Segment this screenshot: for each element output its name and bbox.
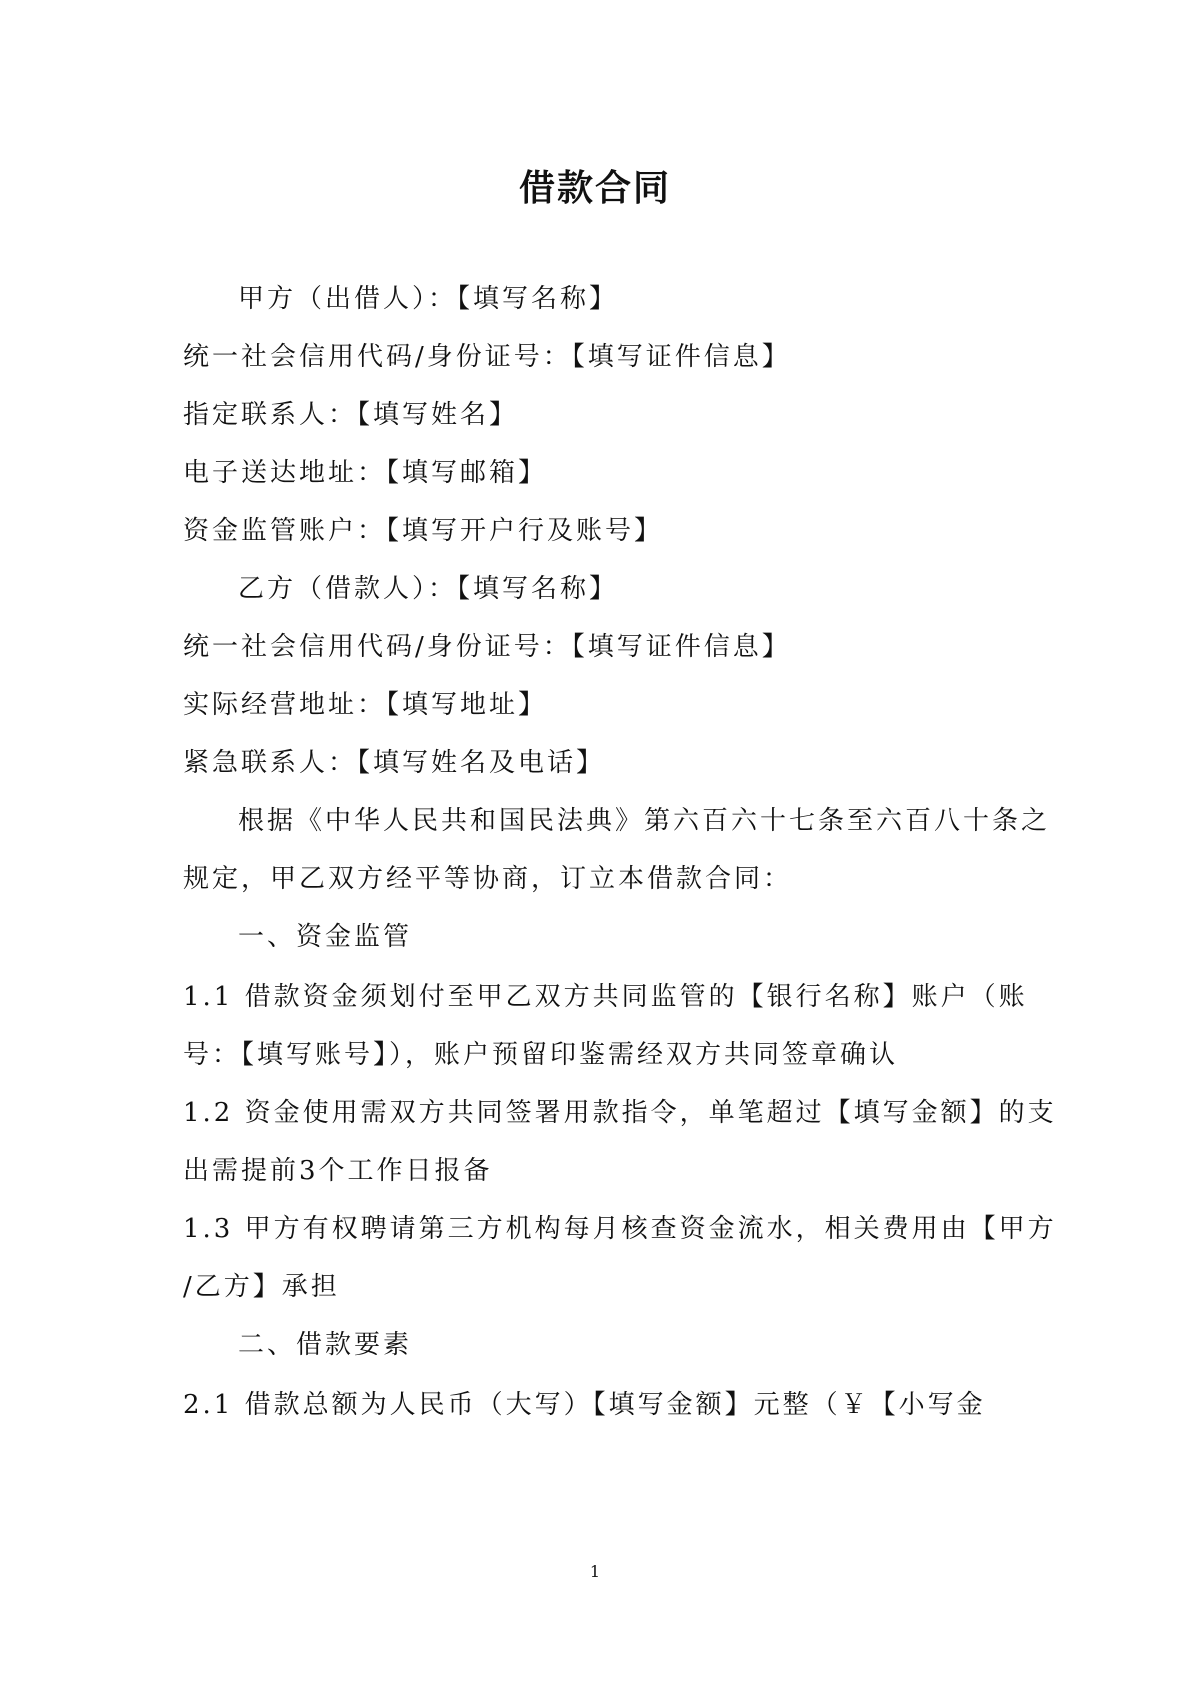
clause-1-2-line-2: 出需提前3个工作日报备 — [183, 1156, 493, 1186]
page-number: 1 — [589, 1562, 601, 1581]
clause-1-3-line-1: 1.3 甲方有权聘请第三方机构每月核查资金流水，相关费用由【甲方 — [183, 1214, 1057, 1244]
preamble-line-1: 根据《中华人民共和国民法典》第六百六十七条至六百八十条之 — [238, 806, 1051, 836]
clause-2-1-line-1: 2.1 借款总额为人民币（大写）【填写金额】元整（￥【小写金 — [183, 1390, 986, 1420]
document-title: 借款合同 — [518, 167, 671, 209]
section-1-heading: 一、资金监管 — [238, 922, 413, 952]
party-b-name: 乙方（借款人）：【填写名称】 — [238, 574, 619, 604]
clause-1-3-line-2: /乙方】承担 — [183, 1272, 340, 1302]
party-b-emergency-contact: 紧急联系人：【填写姓名及电话】 — [183, 748, 606, 778]
party-b-id: 统一社会信用代码/身份证号：【填写证件信息】 — [183, 632, 791, 662]
party-a-email: 电子送达地址：【填写邮箱】 — [183, 458, 548, 488]
party-a-id: 统一社会信用代码/身份证号：【填写证件信息】 — [183, 342, 791, 372]
clause-1-2-line-1: 1.2 资金使用需双方共同签署用款指令，单笔超过【填写金额】的支 — [183, 1098, 1057, 1128]
clause-1-1-line-2: 号：【填写账号】），账户预留印鉴需经双方共同签章确认 — [183, 1040, 899, 1070]
party-a-account: 资金监管账户：【填写开户行及账号】 — [183, 516, 664, 546]
preamble-line-2: 规定，甲乙双方经平等协商，订立本借款合同： — [183, 864, 793, 894]
party-a-contact: 指定联系人：【填写姓名】 — [183, 400, 519, 430]
section-2-heading: 二、借款要素 — [238, 1330, 413, 1360]
party-b-address: 实际经营地址：【填写地址】 — [183, 690, 548, 720]
party-a-name: 甲方（出借人）：【填写名称】 — [238, 284, 619, 314]
clause-1-1-line-1: 1.1 借款资金须划付至甲乙双方共同监管的【银行名称】账户（账 — [183, 982, 1028, 1012]
